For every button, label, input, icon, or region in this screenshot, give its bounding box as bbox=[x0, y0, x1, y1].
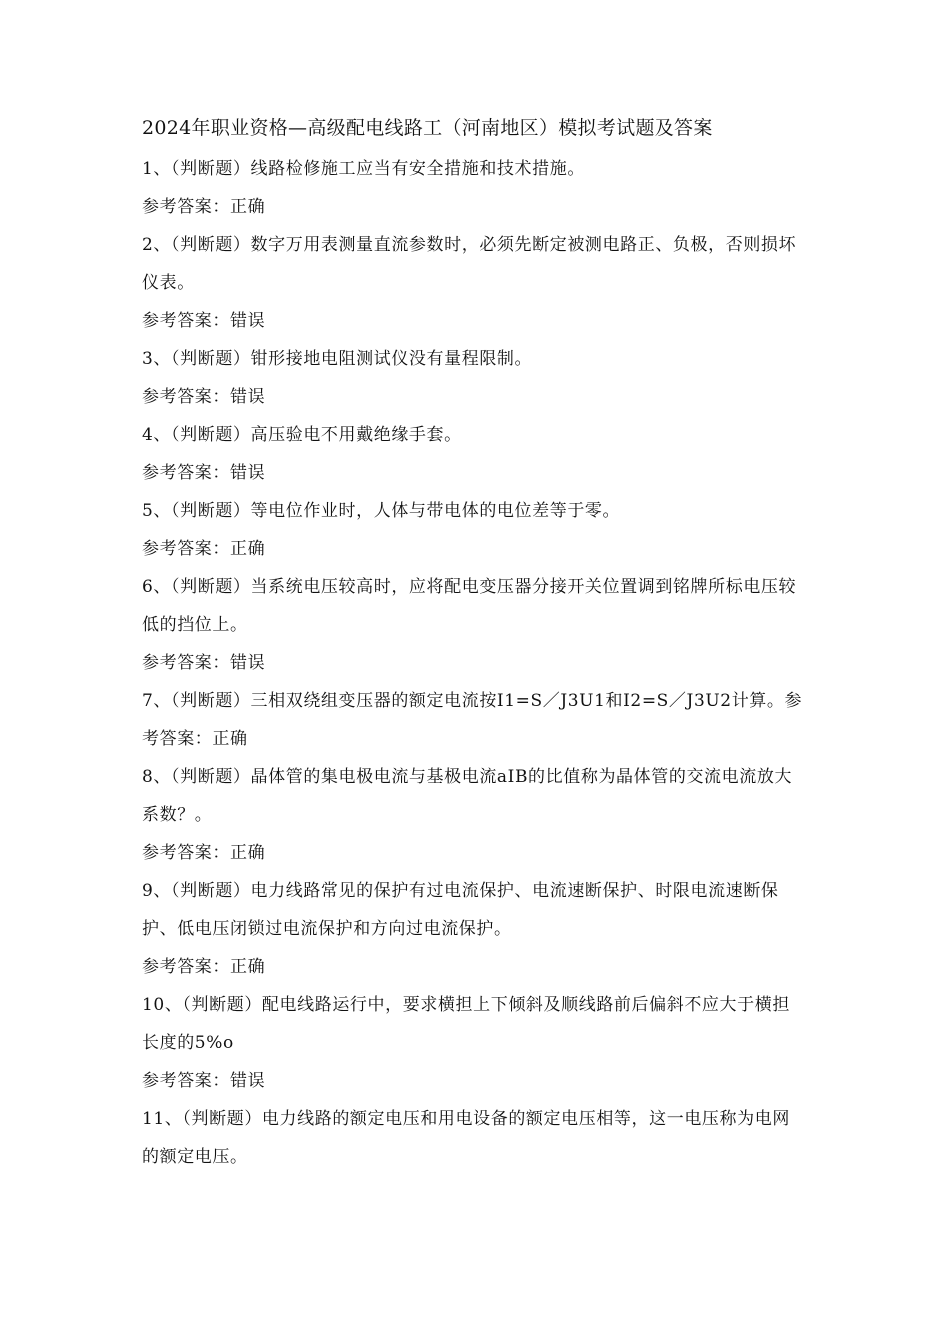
document-body bbox=[142, 112, 807, 1176]
question-7: 7、（判断题）三相双绕组变压器的额定电流按I1=S／J3U1和I2=S／J3U2计算。参考答案：正确 bbox=[142, 691, 803, 749]
answer-8: 参考答案：正确 bbox=[142, 843, 266, 863]
answer-4: 参考答案：错误 bbox=[142, 463, 266, 483]
question-5: 5、（判断题）等电位作业时，人体与带电体的电位差等于零。 bbox=[142, 501, 621, 521]
question-8: 8、（判断题）晶体管的集电极电流与基极电流aIB的比值称为晶体管的交流电流放大系数？。 bbox=[142, 767, 793, 825]
question-9: 9、（判断题）电力线路常见的保护有过电流保护、电流速断保护、时限电流速断保护、低电压闭锁过电流保护和方向过电流保护。 bbox=[142, 881, 779, 939]
answer-6: 参考答案：错误 bbox=[142, 653, 266, 673]
answer-9: 参考答案：正确 bbox=[142, 957, 266, 977]
question-1: 1、（判断题）线路检修施工应当有安全措施和技术措施。 bbox=[142, 159, 585, 179]
question-2: 2、（判断题）数字万用表测量直流参数时，必须先断定被测电路正、负极，否则损坏仪表。 bbox=[142, 235, 797, 293]
question-10: 10、（判断题）配电线路运行中，要求横担上下倾斜及顺线路前后偏斜不应大于横担长度的5%o bbox=[142, 995, 790, 1053]
answer-1: 参考答案：正确 bbox=[142, 197, 266, 217]
answer-10: 参考答案：错误 bbox=[142, 1071, 266, 1091]
question-11: 11、（判断题）电力线路的额定电压和用电设备的额定电压相等，这一电压称为电网的额定电压。 bbox=[142, 1109, 790, 1167]
answer-5: 参考答案：正确 bbox=[142, 539, 266, 559]
answer-2: 参考答案：错误 bbox=[142, 311, 266, 331]
question-4: 4、（判断题）高压验电不用戴绝缘手套。 bbox=[142, 425, 462, 445]
question-6: 6、（判断题）当系统电压较高时，应将配电变压器分接开关位置调到铭牌所标电压较低的挡位上。 bbox=[142, 577, 797, 635]
document-title: 2024年职业资格—高级配电线路工（河南地区）模拟考试题及答案 bbox=[142, 117, 713, 139]
answer-3: 参考答案：错误 bbox=[142, 387, 266, 407]
question-3: 3、（判断题）钳形接地电阻测试仪没有量程限制。 bbox=[142, 349, 533, 369]
